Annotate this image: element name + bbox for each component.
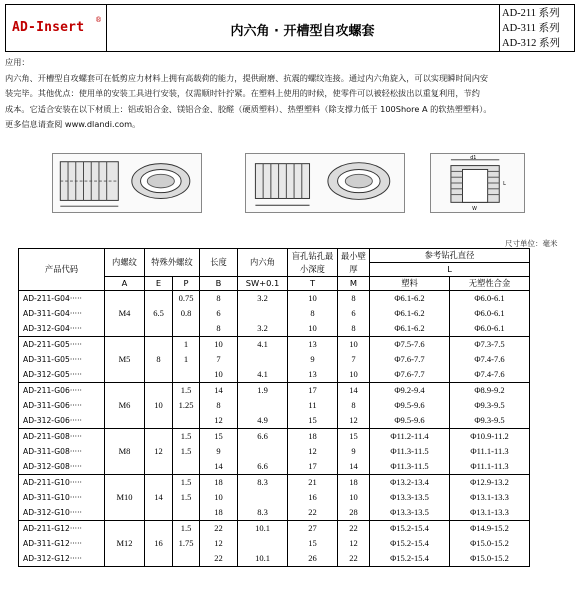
pitch-cell-value: 0.75 xyxy=(178,293,194,303)
product-code-value: AD-311-G04····· xyxy=(23,309,82,318)
document-title: 内六角 · 开槽型自攻螺套 xyxy=(230,24,375,39)
hex-cell-value: 3.2 xyxy=(257,293,268,303)
wall-cell-value: 7 xyxy=(351,354,356,364)
pitch-cell-value: 1.5 xyxy=(180,477,192,487)
document-header xyxy=(5,4,575,52)
outer-thread-e-cell: 8 xyxy=(145,337,173,383)
series-item: AD-211 系列 xyxy=(502,8,560,19)
blind-depth-cell-value: 17 xyxy=(308,461,317,471)
length-cell-value: 12 xyxy=(214,415,223,425)
drawing-label-w: W xyxy=(472,207,477,213)
wall-cell-value: 28 xyxy=(349,507,358,517)
pitch-cell-value: 1 xyxy=(183,354,189,364)
wall-cell xyxy=(338,291,370,337)
plastic-drill-cell xyxy=(370,337,450,383)
length-cell xyxy=(200,383,238,429)
registered-mark: ® xyxy=(95,16,102,24)
plastic-drill-cell-value: Φ11.3-11.5 xyxy=(390,461,429,471)
nonferrous-drill-cell-value: Φ9.3-9.5 xyxy=(474,415,505,425)
col-head-drill: 参考钻孔直径 xyxy=(370,249,530,263)
table-row xyxy=(19,291,530,337)
brand-logo: AD-Insert xyxy=(12,20,85,35)
inner-thread-cell: M4 xyxy=(105,291,145,337)
inner-thread-cell: M10 xyxy=(105,475,145,521)
product-code xyxy=(19,291,105,337)
application-text xyxy=(5,55,575,133)
length-cell-value: 8 xyxy=(216,323,221,333)
hex-cell-value: 6.6 xyxy=(257,431,268,441)
nonferrous-drill-cell xyxy=(450,337,530,383)
blind-depth-cell-value: 16 xyxy=(308,492,317,502)
pitch-cell-value: 1.5 xyxy=(180,523,192,533)
nonferrous-drill-cell-value: Φ14.9-15.2 xyxy=(470,523,509,533)
nonferrous-drill-cell-value: Φ15.0-15.2 xyxy=(470,553,509,563)
product-code-value: AD-311-G05····· xyxy=(23,355,82,364)
hex-cell-value xyxy=(238,444,287,459)
length-cell-value: 22 xyxy=(214,523,223,533)
wall-cell-value: 9 xyxy=(351,446,356,456)
nonferrous-drill-cell-value: Φ11.1-11.3 xyxy=(470,446,509,456)
nonferrous-drill-cell xyxy=(450,475,530,521)
length-cell-value: 15 xyxy=(214,431,223,441)
blind-depth-cell-value: 8 xyxy=(310,308,315,318)
drawing-label-l: L xyxy=(503,181,506,187)
outer-thread-e-cell: 6.5 xyxy=(145,291,173,337)
wall-cell-value: 10 xyxy=(349,369,358,379)
length-cell-value: 10 xyxy=(214,492,223,502)
length-cell-value: 18 xyxy=(214,477,223,487)
product-code-value: AD-312-G04····· xyxy=(23,324,82,333)
col-sym-a: A xyxy=(105,277,145,291)
insert-side-drawing-2 xyxy=(245,153,405,213)
hex-cell-value: 8.3 xyxy=(257,507,268,517)
insert-section-drawing xyxy=(430,153,525,213)
table-row xyxy=(19,429,530,475)
length-cell-value: 12 xyxy=(214,538,223,548)
application-line: 装完毕。其他优点：使用单的安装工具进行安装，仅需顺时针拧紧。在塑料上使用的时候，使零件可以被轻松拔出以重复利用，节约 xyxy=(5,88,480,98)
wall-cell-value: 22 xyxy=(349,553,358,563)
product-code-value: AD-312-G08····· xyxy=(23,462,82,471)
pitch-cell-value xyxy=(173,367,199,382)
spec-table xyxy=(18,248,530,567)
product-code-value: AD-311-G10····· xyxy=(23,493,82,502)
product-code-value: AD-312-G10····· xyxy=(23,508,82,517)
wall-cell-value: 8 xyxy=(351,400,356,410)
plastic-drill-cell-value: Φ13.2-13.4 xyxy=(390,477,429,487)
hex-cell-value: 3.2 xyxy=(257,323,268,333)
pitch-cell xyxy=(173,429,200,475)
inner-thread-cell: M6 xyxy=(105,383,145,429)
plastic-drill-cell-value: Φ7.6-7.7 xyxy=(394,354,425,364)
col-head-nonferrous: 无塑性合金 xyxy=(450,277,530,291)
blind-depth-cell-value: 15 xyxy=(308,538,317,548)
product-code-value: AD-211-G08····· xyxy=(23,432,82,441)
outer-thread-e-cell: 12 xyxy=(145,429,173,475)
col-head-blind: 盲孔钻孔最小深度 xyxy=(288,249,338,277)
hex-cell-value: 4.1 xyxy=(257,369,268,379)
col-head-length: 长度 xyxy=(200,249,238,277)
length-cell-value: 10 xyxy=(214,339,223,349)
pitch-cell xyxy=(173,521,200,567)
blind-depth-cell xyxy=(288,429,338,475)
plastic-drill-cell-value: Φ15.2-15.4 xyxy=(390,538,429,548)
inner-thread-cell: M12 xyxy=(105,521,145,567)
pitch-cell xyxy=(173,291,200,337)
blind-depth-cell-value: 18 xyxy=(308,431,317,441)
wall-cell-value: 18 xyxy=(349,477,358,487)
product-code-value: AD-311-G08····· xyxy=(23,447,82,456)
blind-depth-cell-value: 21 xyxy=(308,477,317,487)
length-cell-value: 9 xyxy=(216,446,221,456)
series-item: AD-312 系列 xyxy=(502,38,561,49)
product-code xyxy=(19,429,105,475)
length-cell-value: 18 xyxy=(214,507,223,517)
unit-note: 尺寸单位：毫米 xyxy=(505,239,558,248)
length-cell xyxy=(200,291,238,337)
wall-cell-value: 10 xyxy=(349,339,358,349)
product-code-value: AD-211-G12····· xyxy=(23,524,82,533)
nonferrous-drill-cell-value: Φ6.0-6.1 xyxy=(474,323,505,333)
col-sym-m: M xyxy=(338,277,370,291)
product-code xyxy=(19,521,105,567)
series-list xyxy=(502,6,574,51)
blind-depth-cell xyxy=(288,521,338,567)
length-cell-value: 14 xyxy=(214,385,223,395)
plastic-drill-cell xyxy=(370,383,450,429)
wall-cell-value: 10 xyxy=(349,492,358,502)
nonferrous-drill-cell xyxy=(450,291,530,337)
col-sym-p: P xyxy=(173,277,200,291)
pitch-cell-value: 1.5 xyxy=(180,431,192,441)
drawing-label-d1: d1 xyxy=(470,155,477,161)
wall-cell xyxy=(338,337,370,383)
wall-cell-value: 15 xyxy=(349,431,358,441)
hex-cell-value: 6.6 xyxy=(257,461,268,471)
col-head-code: 产品代码 xyxy=(19,249,105,291)
application-line: 成本。它适合安装在以下材质上：铝或铝合金、镁铝合金、胶醛（硬质塑料）、热塑塑料（除支撑力低于 100Shore A 的软热塑塑料）。 xyxy=(5,103,492,114)
hex-cell xyxy=(238,429,288,475)
length-cell xyxy=(200,475,238,521)
col-head-wall: 最小壁厚 xyxy=(338,249,370,277)
wall-cell-value: 12 xyxy=(349,538,358,548)
nonferrous-drill-cell-value: Φ7.3-7.5 xyxy=(474,339,505,349)
plastic-drill-cell-value: Φ9.5-9.6 xyxy=(394,415,425,425)
product-code-value: AD-211-G05····· xyxy=(23,340,82,349)
product-code-value: AD-211-G10····· xyxy=(23,478,82,487)
nonferrous-drill-cell-value: Φ10.9-11.2 xyxy=(470,431,509,441)
pitch-cell-value xyxy=(173,459,199,474)
nonferrous-drill-cell xyxy=(450,383,530,429)
length-cell xyxy=(200,337,238,383)
pitch-cell-value: 0.8 xyxy=(180,308,192,318)
series-item: AD-311 系列 xyxy=(502,23,560,34)
nonferrous-drill-cell-value: Φ15.0-15.2 xyxy=(470,538,509,548)
nonferrous-drill-cell-value: Φ11.1-11.3 xyxy=(470,461,509,471)
product-code-value: AD-211-G06····· xyxy=(23,386,82,395)
length-cell xyxy=(200,429,238,475)
nonferrous-drill-cell-value: Φ6.0-6.1 xyxy=(474,308,505,318)
nonferrous-drill-cell xyxy=(450,521,530,567)
plastic-drill-cell-value: Φ11.3-11.5 xyxy=(390,446,429,456)
nonferrous-drill-cell-value: Φ9.3-9.5 xyxy=(474,400,505,410)
wall-cell xyxy=(338,383,370,429)
product-code-value: AD-311-G12····· xyxy=(23,539,82,548)
plastic-drill-cell xyxy=(370,291,450,337)
nonferrous-drill-cell-value: Φ6.0-6.1 xyxy=(474,293,505,303)
product-code-value: AD-312-G05····· xyxy=(23,370,82,379)
nonferrous-drill-cell-value: Φ12.9-13.2 xyxy=(470,477,509,487)
wall-cell xyxy=(338,475,370,521)
blind-depth-cell-value: 17 xyxy=(308,385,317,395)
wall-cell-value: 8 xyxy=(351,323,356,333)
blind-depth-cell xyxy=(288,383,338,429)
hex-cell-value: 10.1 xyxy=(255,523,270,533)
blind-depth-cell-value: 12 xyxy=(308,446,317,456)
inner-thread-cell: M8 xyxy=(105,429,145,475)
hex-cell-value xyxy=(238,398,287,413)
pitch-cell-value: 1 xyxy=(183,339,189,349)
plastic-drill-cell-value: Φ6.1-6.2 xyxy=(394,323,425,333)
blind-depth-cell-value: 10 xyxy=(308,323,317,333)
nonferrous-drill-cell-value: Φ8.9-9.2 xyxy=(474,385,505,395)
hex-cell-value xyxy=(238,352,287,367)
length-cell-value: 14 xyxy=(214,461,223,471)
outer-thread-e-cell: 10 xyxy=(145,383,173,429)
product-code-value: AD-312-G12····· xyxy=(23,554,82,563)
nonferrous-drill-cell-value: Φ13.1-13.3 xyxy=(470,492,509,502)
length-cell-value: 22 xyxy=(214,553,223,563)
hex-cell xyxy=(238,291,288,337)
product-code xyxy=(19,475,105,521)
col-head-inner-thread: 内螺纹 xyxy=(105,249,145,277)
plastic-drill-cell-value: Φ15.2-15.4 xyxy=(390,553,429,563)
pitch-cell xyxy=(173,475,200,521)
blind-depth-cell-value: 10 xyxy=(308,293,317,303)
blind-depth-cell-value: 27 xyxy=(308,523,317,533)
product-code-value: AD-312-G06····· xyxy=(23,416,82,425)
hex-cell xyxy=(238,383,288,429)
wall-cell-value: 14 xyxy=(349,385,358,395)
plastic-drill-cell xyxy=(370,475,450,521)
logo-cell xyxy=(6,5,107,51)
length-cell-value: 6 xyxy=(216,308,221,318)
wall-cell-value: 14 xyxy=(349,461,358,471)
col-head-hex: 内六角 xyxy=(238,249,288,277)
product-code xyxy=(19,337,105,383)
pitch-cell-value: 1.75 xyxy=(178,538,194,548)
plastic-drill-cell-value: Φ7.5-7.6 xyxy=(394,339,425,349)
wall-cell xyxy=(338,521,370,567)
product-code xyxy=(19,383,105,429)
blind-depth-cell-value: 13 xyxy=(308,339,317,349)
hex-cell-value xyxy=(238,306,287,321)
table-row xyxy=(19,521,530,567)
insert-side-drawing-1 xyxy=(52,153,202,213)
length-cell-value: 10 xyxy=(214,369,223,379)
wall-cell-value: 8 xyxy=(351,293,356,303)
nonferrous-drill-cell-value: Φ7.4-7.6 xyxy=(474,369,505,379)
blind-depth-cell xyxy=(288,475,338,521)
pitch-cell-value xyxy=(173,413,199,428)
plastic-drill-cell-value: Φ15.2-15.4 xyxy=(390,523,429,533)
title-cell xyxy=(106,5,500,51)
blind-depth-cell-value: 22 xyxy=(308,507,317,517)
hex-cell-value xyxy=(238,536,287,551)
header-row xyxy=(19,249,530,263)
application-line: 内六角、开槽型自攻螺套可在低剪应力材料上拥有高载荷的能力，提供耐磨、抗震的螺纹连接。通过内六角旋入，可以实现瞬时间内安 xyxy=(5,72,489,83)
table-row xyxy=(19,475,530,521)
hex-cell-value: 4.9 xyxy=(257,415,268,425)
hex-cell xyxy=(238,337,288,383)
col-sym-b: B xyxy=(200,277,238,291)
plastic-drill-cell-value: Φ6.1-6.2 xyxy=(394,293,425,303)
blind-depth-cell-value: 15 xyxy=(308,415,317,425)
hex-cell-value: 8.3 xyxy=(257,477,268,487)
plastic-drill-cell-value: Φ13.3-13.5 xyxy=(390,492,429,502)
plastic-drill-cell-value: Φ7.6-7.7 xyxy=(394,369,425,379)
blind-depth-cell xyxy=(288,337,338,383)
pitch-cell-value: 1.5 xyxy=(180,446,192,456)
col-head-outer-thread: 特殊外螺纹 xyxy=(145,249,200,277)
pitch-cell-value xyxy=(173,505,199,520)
col-head-drill-sym: L xyxy=(370,263,530,277)
blind-depth-cell xyxy=(288,291,338,337)
pitch-cell xyxy=(173,337,200,383)
plastic-drill-cell xyxy=(370,429,450,475)
col-sym-t: T xyxy=(288,277,338,291)
col-sym-e: E xyxy=(145,277,173,291)
plastic-drill-cell-value: Φ11.2-11.4 xyxy=(390,431,429,441)
application-heading: 应用： xyxy=(5,57,30,67)
plastic-drill-cell-value: Φ9.2-9.4 xyxy=(394,385,425,395)
plastic-drill-cell-value: Φ9.5-9.6 xyxy=(394,400,425,410)
plastic-drill-cell-value: Φ13.3-13.5 xyxy=(390,507,429,517)
plastic-drill-cell-value: Φ6.1-6.2 xyxy=(394,308,425,318)
outer-thread-e-cell: 14 xyxy=(145,475,173,521)
pitch-cell-value xyxy=(173,551,199,566)
wall-cell-value: 22 xyxy=(349,523,358,533)
table-row xyxy=(19,337,530,383)
outer-thread-e-cell: 16 xyxy=(145,521,173,567)
hex-cell-value xyxy=(238,490,287,505)
hex-cell xyxy=(238,475,288,521)
application-line: 更多信息请查阅 www.dlandi.com。 xyxy=(5,119,141,129)
hex-cell-value: 10.1 xyxy=(255,553,270,563)
pitch-cell-value xyxy=(173,321,199,336)
spec-table-body xyxy=(19,249,530,567)
wall-cell-value: 12 xyxy=(349,415,358,425)
blind-depth-cell-value: 11 xyxy=(308,400,317,410)
length-cell-value: 7 xyxy=(216,354,221,364)
hex-cell-value: 4.1 xyxy=(257,339,268,349)
wall-cell xyxy=(338,429,370,475)
hex-cell-value: 1.9 xyxy=(257,385,268,395)
inner-thread-cell: M5 xyxy=(105,337,145,383)
col-sym-sw: SW+0.1 xyxy=(238,277,288,291)
col-head-plastic: 塑料 xyxy=(370,277,450,291)
nonferrous-drill-cell-value: Φ13.1-13.3 xyxy=(470,507,509,517)
pitch-cell-value: 1.25 xyxy=(178,400,194,410)
blind-depth-cell-value: 13 xyxy=(308,369,317,379)
table-row xyxy=(19,383,530,429)
nonferrous-drill-cell-value: Φ7.4-7.6 xyxy=(474,354,505,364)
pitch-cell-value: 1.5 xyxy=(180,385,192,395)
plastic-drill-cell xyxy=(370,521,450,567)
blind-depth-cell-value: 9 xyxy=(310,354,315,364)
hex-cell xyxy=(238,521,288,567)
nonferrous-drill-cell xyxy=(450,429,530,475)
product-code-value: AD-311-G06····· xyxy=(23,401,82,410)
blind-depth-cell-value: 26 xyxy=(308,553,317,563)
length-cell xyxy=(200,521,238,567)
product-code-value: AD-211-G04····· xyxy=(23,294,82,303)
length-cell-value: 8 xyxy=(216,400,221,410)
pitch-cell xyxy=(173,383,200,429)
pitch-cell-value: 1.5 xyxy=(180,492,192,502)
length-cell-value: 8 xyxy=(216,293,221,303)
wall-cell-value: 6 xyxy=(351,308,356,318)
